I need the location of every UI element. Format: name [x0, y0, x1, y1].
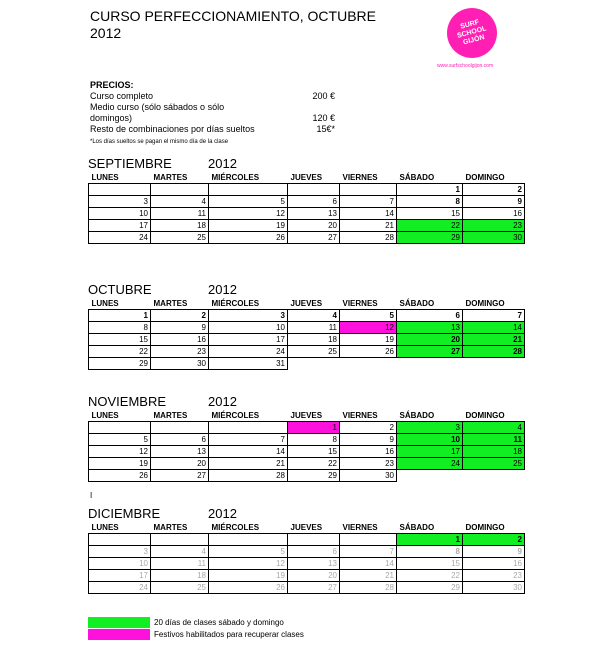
day-cell: 16	[463, 558, 525, 570]
logo-text: SURF SCHOOL GIJÓN	[456, 18, 488, 47]
day-cell	[151, 422, 209, 434]
weekday-label: SÁBADO	[399, 411, 435, 420]
week-row	[89, 582, 525, 594]
day-cell: 26	[209, 582, 288, 594]
day-cell: 1	[89, 310, 151, 322]
day-cell	[463, 470, 525, 482]
day-cell: 1	[288, 422, 340, 434]
day-cell: 4	[463, 422, 525, 434]
day-cell: 15	[397, 208, 463, 220]
price-row	[90, 102, 335, 113]
day-cell: 11	[463, 434, 525, 446]
day-cell: 17	[397, 446, 463, 458]
price-label: domingos)	[90, 113, 133, 123]
legend-item	[88, 628, 304, 640]
document-title	[90, 8, 390, 42]
day-cell	[288, 534, 340, 546]
day-cell: 15	[89, 334, 151, 346]
day-cell: 24	[89, 232, 151, 244]
day-cell: 24	[397, 458, 463, 470]
month-name: DICIEMBRE	[88, 506, 161, 521]
day-cell: 11	[288, 322, 340, 334]
week-row	[89, 334, 525, 346]
day-cell: 24	[209, 346, 288, 358]
day-cell: 2	[151, 310, 209, 322]
day-cell: 24	[89, 582, 151, 594]
day-cell: 6	[288, 546, 340, 558]
day-cell: 27	[151, 470, 209, 482]
day-cell: 1	[397, 534, 463, 546]
legend-swatch	[88, 617, 150, 628]
day-cell: 9	[151, 322, 209, 334]
day-cell: 4	[151, 546, 209, 558]
day-cell: 12	[89, 446, 151, 458]
logo-url: www.surfschoolgijon.com	[437, 63, 494, 69]
prices-section	[90, 80, 335, 148]
week-row	[89, 434, 525, 446]
day-cell	[463, 358, 525, 370]
day-cell: 13	[288, 208, 340, 220]
day-cell: 6	[288, 196, 340, 208]
day-cell: 19	[340, 334, 397, 346]
day-cell: 17	[209, 334, 288, 346]
week-row	[89, 220, 525, 232]
day-cell: 14	[340, 558, 397, 570]
title-line-1: CURSO PERFECCIONAMIENTO, OCTUBRE	[90, 8, 376, 24]
price-row	[90, 91, 335, 102]
legend-item	[88, 616, 304, 628]
week-row	[89, 558, 525, 570]
day-cell	[89, 422, 151, 434]
week-row	[89, 534, 525, 546]
calendar-table	[88, 172, 525, 244]
weekday-label: MARTES	[153, 173, 188, 182]
weekday-row	[89, 410, 525, 422]
weekday-label: MARTES	[153, 299, 188, 308]
weekday-label: VIERNES	[342, 173, 378, 182]
day-cell	[151, 184, 209, 196]
day-cell: 22	[397, 570, 463, 582]
day-cell: 17	[89, 570, 151, 582]
price-value: 15€*	[316, 124, 335, 134]
surf-school-logo	[441, 2, 502, 63]
day-cell: 13	[151, 446, 209, 458]
day-cell: 7	[340, 546, 397, 558]
week-row	[89, 446, 525, 458]
weekday-label: JUEVES	[290, 523, 323, 532]
weekday-row	[89, 522, 525, 534]
day-cell: 19	[89, 458, 151, 470]
price-label: Medio curso (sólo sábados o sólo	[90, 102, 225, 112]
day-cell: 14	[463, 322, 525, 334]
day-cell: 5	[209, 546, 288, 558]
legend-text: 20 días de clases sábado y domingo	[154, 617, 284, 627]
day-cell: 13	[288, 558, 340, 570]
day-cell: 29	[397, 582, 463, 594]
month-year: 2012	[208, 394, 237, 409]
day-cell: 18	[288, 334, 340, 346]
day-cell	[209, 184, 288, 196]
day-cell: 20	[397, 334, 463, 346]
month-year: 2012	[208, 506, 237, 521]
weekday-label: MIÉRCOLES	[211, 523, 260, 532]
day-cell: 28	[340, 582, 397, 594]
day-cell	[209, 534, 288, 546]
month-header	[88, 282, 524, 298]
week-row	[89, 570, 525, 582]
title-line-2: 2012	[90, 25, 122, 41]
day-cell: 9	[463, 546, 525, 558]
day-cell: 15	[397, 558, 463, 570]
day-cell: 10	[209, 322, 288, 334]
price-value: 200 €	[312, 91, 335, 101]
day-cell: 13	[397, 322, 463, 334]
day-cell: 5	[340, 310, 397, 322]
month-name: NOVIEMBRE	[88, 394, 167, 409]
day-cell	[340, 534, 397, 546]
week-row	[89, 422, 525, 434]
weekday-label: MARTES	[153, 411, 188, 420]
day-cell: 30	[463, 582, 525, 594]
month-name: OCTUBRE	[88, 282, 152, 297]
weekday-label: SÁBADO	[399, 299, 435, 308]
month-name: SEPTIEMBRE	[88, 156, 172, 171]
weekday-row	[89, 172, 525, 184]
price-row	[90, 124, 335, 135]
day-cell: 12	[209, 558, 288, 570]
day-cell	[288, 358, 340, 370]
day-cell: 14	[340, 208, 397, 220]
weekday-label: JUEVES	[290, 299, 323, 308]
day-cell: 21	[340, 220, 397, 232]
price-row	[90, 113, 335, 124]
day-cell: 25	[288, 346, 340, 358]
month-header	[88, 394, 524, 410]
day-cell: 20	[288, 570, 340, 582]
weekday-label: DOMINGO	[465, 299, 505, 308]
day-cell	[89, 184, 151, 196]
legend-swatch	[88, 629, 150, 640]
day-cell: 18	[151, 570, 209, 582]
weekday-label: JUEVES	[290, 411, 323, 420]
day-cell: 21	[463, 334, 525, 346]
day-cell: 28	[463, 346, 525, 358]
day-cell: 30	[340, 470, 397, 482]
day-cell: 23	[463, 220, 525, 232]
day-cell	[397, 470, 463, 482]
week-row	[89, 346, 525, 358]
price-value: 120 €	[312, 113, 335, 123]
weekday-label: MIÉRCOLES	[211, 411, 260, 420]
day-cell: 29	[397, 232, 463, 244]
price-value	[295, 102, 335, 113]
day-cell: 8	[288, 434, 340, 446]
legend	[88, 616, 304, 640]
week-row	[89, 208, 525, 220]
day-cell	[209, 422, 288, 434]
day-cell: 21	[340, 570, 397, 582]
day-cell: 9	[463, 196, 525, 208]
weekday-row	[89, 298, 525, 310]
day-cell: 8	[397, 196, 463, 208]
day-cell: 22	[397, 220, 463, 232]
prices-heading: PRECIOS:	[90, 80, 134, 90]
week-row	[89, 358, 525, 370]
day-cell: 6	[397, 310, 463, 322]
month-september	[88, 156, 524, 244]
day-cell: 16	[151, 334, 209, 346]
weekday-label: LUNES	[91, 173, 119, 182]
day-cell: 2	[340, 422, 397, 434]
day-cell: 16	[463, 208, 525, 220]
day-cell: 27	[397, 346, 463, 358]
week-row	[89, 184, 525, 196]
prices-note: *Los días sueltos se pagan el mismo día de la clase	[90, 139, 229, 145]
day-cell	[397, 358, 463, 370]
month-header	[88, 506, 524, 522]
day-cell: 8	[397, 546, 463, 558]
week-row	[89, 232, 525, 244]
day-cell: 29	[89, 358, 151, 370]
day-cell: 14	[209, 446, 288, 458]
day-cell: 19	[209, 570, 288, 582]
day-cell: 18	[151, 220, 209, 232]
week-row	[89, 458, 525, 470]
day-cell: 8	[89, 322, 151, 334]
day-cell: 10	[89, 558, 151, 570]
day-cell: 27	[288, 232, 340, 244]
month-november	[88, 394, 524, 482]
month-year: 2012	[208, 282, 237, 297]
day-cell: 7	[209, 434, 288, 446]
day-cell: 2	[463, 184, 525, 196]
day-cell: 27	[288, 582, 340, 594]
weekday-label: MIÉRCOLES	[211, 173, 260, 182]
week-row	[89, 196, 525, 208]
day-cell: 30	[151, 358, 209, 370]
month-october	[88, 282, 524, 370]
day-cell	[89, 534, 151, 546]
day-cell: 22	[288, 458, 340, 470]
weekday-label: MARTES	[153, 523, 188, 532]
weekday-label: DOMINGO	[465, 411, 505, 420]
stray-mark: I	[90, 491, 93, 500]
day-cell: 5	[89, 434, 151, 446]
day-cell: 20	[288, 220, 340, 232]
day-cell: 3	[397, 422, 463, 434]
day-cell: 17	[89, 220, 151, 232]
month-december	[88, 506, 524, 594]
day-cell: 26	[209, 232, 288, 244]
weekday-label: LUNES	[91, 411, 119, 420]
day-cell: 22	[89, 346, 151, 358]
day-cell: 5	[209, 196, 288, 208]
weekday-label: VIERNES	[342, 299, 378, 308]
calendar-table	[88, 298, 525, 370]
day-cell: 19	[209, 220, 288, 232]
day-cell: 23	[151, 346, 209, 358]
day-cell: 9	[340, 434, 397, 446]
week-row	[89, 310, 525, 322]
weekday-label: LUNES	[91, 299, 119, 308]
day-cell: 21	[209, 458, 288, 470]
day-cell: 10	[397, 434, 463, 446]
day-cell: 2	[463, 534, 525, 546]
day-cell: 7	[340, 196, 397, 208]
day-cell: 6	[151, 434, 209, 446]
weekday-label: VIERNES	[342, 411, 378, 420]
day-cell: 7	[463, 310, 525, 322]
day-cell: 30	[463, 232, 525, 244]
day-cell: 25	[463, 458, 525, 470]
day-cell: 10	[89, 208, 151, 220]
weekday-label: DOMINGO	[465, 173, 505, 182]
day-cell: 28	[340, 232, 397, 244]
day-cell: 31	[209, 358, 288, 370]
weekday-label: MIÉRCOLES	[211, 299, 260, 308]
weekday-label: SÁBADO	[399, 523, 435, 532]
weekday-label: JUEVES	[290, 173, 323, 182]
week-row	[89, 546, 525, 558]
month-header	[88, 156, 524, 172]
day-cell: 28	[209, 470, 288, 482]
day-cell: 12	[209, 208, 288, 220]
day-cell	[340, 184, 397, 196]
day-cell: 1	[397, 184, 463, 196]
weekday-label: DOMINGO	[465, 523, 505, 532]
day-cell: 25	[151, 582, 209, 594]
week-row	[89, 322, 525, 334]
day-cell: 4	[288, 310, 340, 322]
day-cell	[288, 184, 340, 196]
day-cell: 16	[340, 446, 397, 458]
price-label: Curso completo	[90, 91, 154, 101]
day-cell: 3	[89, 196, 151, 208]
day-cell: 18	[463, 446, 525, 458]
weekday-label: LUNES	[91, 523, 119, 532]
day-cell: 3	[89, 546, 151, 558]
price-label: Resto de combinaciones por días sueltos	[90, 124, 255, 134]
day-cell: 23	[340, 458, 397, 470]
day-cell	[340, 358, 397, 370]
calendar-table	[88, 522, 525, 594]
week-row	[89, 470, 525, 482]
weekday-label: VIERNES	[342, 523, 378, 532]
legend-text: Festivos habilitados para recuperar clases	[154, 629, 304, 639]
day-cell: 4	[151, 196, 209, 208]
day-cell: 26	[89, 470, 151, 482]
day-cell: 20	[151, 458, 209, 470]
day-cell: 11	[151, 208, 209, 220]
day-cell: 29	[288, 470, 340, 482]
day-cell: 23	[463, 570, 525, 582]
day-cell	[151, 534, 209, 546]
month-year: 2012	[208, 156, 237, 171]
day-cell: 15	[288, 446, 340, 458]
day-cell: 11	[151, 558, 209, 570]
day-cell: 25	[151, 232, 209, 244]
day-cell: 12	[340, 322, 397, 334]
weekday-label: SÁBADO	[399, 173, 435, 182]
day-cell: 3	[209, 310, 288, 322]
day-cell: 26	[340, 346, 397, 358]
calendar-table	[88, 410, 525, 482]
